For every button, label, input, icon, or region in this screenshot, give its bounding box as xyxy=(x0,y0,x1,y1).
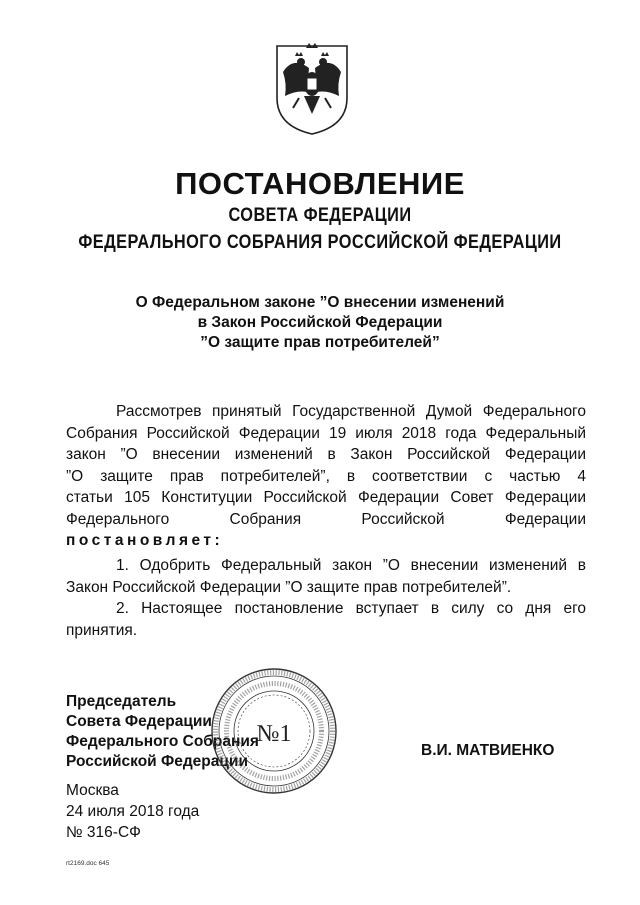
document-subject xyxy=(0,293,640,353)
place-and-date xyxy=(66,780,199,843)
document-number: № 316-СФ xyxy=(66,824,141,841)
file-note: rt2169.doc 645 xyxy=(66,860,110,867)
position-line: Федерального Собрания xyxy=(66,733,259,750)
preamble-line: Рассмотрев принятый Государственной Думой Федерального xyxy=(116,403,586,420)
clause-1-line: 1. Одобрить Федеральный закон ”О внесении изменений в xyxy=(116,557,586,574)
clause-2-line: 2. Настоящее постановление вступает в силу со дня его xyxy=(116,600,586,617)
preamble-line: Федерального Собрания Российской Федерации xyxy=(66,510,586,528)
position-line: Совета Федерации xyxy=(66,713,212,730)
clauses-paragraph xyxy=(66,555,586,641)
subject-line: О Федеральном законе ”О внесении изменений xyxy=(135,294,505,311)
decree-word: постановляет: xyxy=(66,532,224,549)
city: Москва xyxy=(66,782,119,799)
issuer-line-1: СОВЕТА ФЕДЕРАЦИИ xyxy=(228,205,412,226)
position-line: Председатель xyxy=(66,693,177,710)
subject-line: ”О защите прав потребителей” xyxy=(200,334,440,351)
signatory-name: В.И. МАТВИЕНКО xyxy=(421,742,555,759)
preamble-line: статьи 105 Конституции Российской Федерации Совет Федерации xyxy=(66,489,586,506)
position-line: Российской Федерации xyxy=(66,753,248,770)
date: 24 июля 2018 года xyxy=(66,803,200,820)
preamble-paragraph xyxy=(66,401,586,552)
preamble-line: ”О защите прав потребителей”, в соответствии с частью 4 xyxy=(66,467,586,485)
document-title: ПОСТАНОВЛЕНИЕ xyxy=(175,166,465,201)
subject-line: в Закон Российской Федерации xyxy=(197,314,443,331)
clause-2-line: принятия. xyxy=(66,621,138,639)
clause-1-line: Закон Российской Федерации ”О защите прав потребителей”. xyxy=(66,578,512,596)
preamble-line: Собрания Российской Федерации 19 июля 2018 года Федеральный xyxy=(66,424,586,442)
coat-of-arms-icon xyxy=(273,38,351,136)
preamble-line: закон ”О внесении изменений в Закон Российской Федерации xyxy=(66,446,586,463)
stamp-number: №1 xyxy=(256,721,292,747)
issuer-line-2: ФЕДЕРАЛЬНОГО СОБРАНИЯ РОССИЙСКОЙ ФЕДЕРАЦИИ xyxy=(78,232,562,253)
official-stamp xyxy=(208,665,340,797)
